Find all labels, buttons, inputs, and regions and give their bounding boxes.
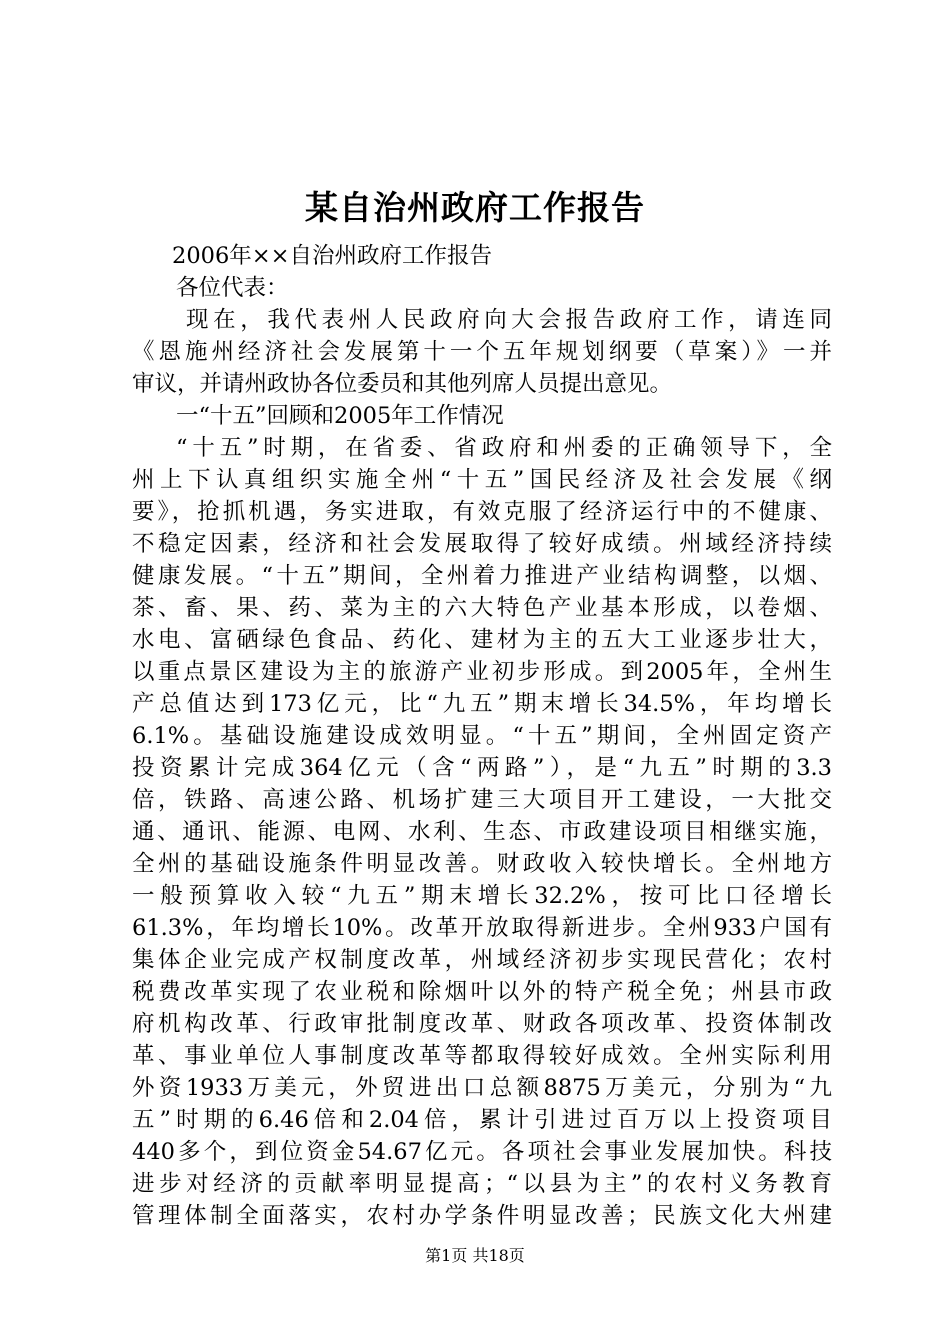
- paragraph-line: 以重点景区建设为主的旅游产业初步形成。到2005年，全州生: [132, 659, 832, 685]
- paragraph-line: 集体企业完成产权制度改革，州域经济初步实现民营化；农村: [132, 947, 832, 973]
- paragraph-line: 茶、畜、果、药、菜为主的六大特色产业基本形成，以卷烟、: [132, 595, 832, 621]
- paragraph-line: 产总值达到173亿元，比“九五”期末增长34.5%，年均增长: [132, 691, 832, 717]
- paragraph-line: 61.3%，年均增长10%。改革开放取得新进步。全州933户国有: [132, 915, 832, 941]
- document-title: 某自治州政府工作报告: [305, 188, 645, 227]
- paragraph-line: 440多个，到位资金54.67亿元。各项社会事业发展加快。科技: [132, 1139, 832, 1165]
- paragraph-line: 通、通讯、能源、电网、水利、生态、市政建设项目相继实施，: [132, 819, 832, 845]
- paragraph-line: 倍，铁路、高速公路、机场扩建三大项目开工建设，一大批交: [132, 787, 832, 813]
- paragraph-line: 州上下认真组织实施全州“十五”国民经济及社会发展《纲: [132, 467, 832, 493]
- paragraph-line: 五”时期的6.46倍和2.04倍，累计引进过百万以上投资项目: [132, 1107, 832, 1133]
- paragraph-line: 进步对经济的贡献率明显提高；“以县为主”的农村义务教育: [132, 1171, 832, 1197]
- paragraph-line: 审议，并请州政协各位委员和其他列席人员提出意见。: [132, 371, 673, 397]
- paragraph-line: 6.1%。基础设施建设成效明显。“十五”期间，全州固定资产: [132, 723, 832, 749]
- report-heading: 2006年××自治州政府工作报告: [172, 243, 492, 269]
- paragraph-line: 一般预算收入较“九五”期末增长32.2%，按可比口径增长: [132, 883, 832, 909]
- paragraph-line: “十五”时期，在省委、省政府和州委的正确领导下，全: [176, 435, 832, 461]
- paragraph-line: 现在，我代表州人民政府向大会报告政府工作，请连同: [186, 307, 832, 333]
- salutation: 各位代表：: [176, 275, 289, 301]
- paragraph-line: 管理体制全面落实，农村办学条件明显改善；民族文化大州建: [132, 1203, 832, 1229]
- paragraph-line: 要》，抢抓机遇，务实进取，有效克服了经济运行中的不健康、: [132, 499, 832, 525]
- paragraph-line: 税费改革实现了农业税和除烟叶以外的特产税全免；州县市政: [132, 979, 832, 1005]
- paragraph-line: 水电、富硒绿色食品、药化、建材为主的五大工业逐步壮大，: [132, 627, 832, 653]
- paragraph-line: 《恩施州经济社会发展第十一个五年规划纲要（草案）》一并: [132, 339, 832, 365]
- paragraph-line: 不稳定因素，经济和社会发展取得了较好成绩。州域经济持续: [132, 531, 832, 557]
- page-number-footer: 第1页 共18页: [425, 1246, 525, 1265]
- paragraph-line: 健康发展。“十五”期间，全州着力推进产业结构调整，以烟、: [132, 563, 832, 589]
- section-heading: 一“十五”回顾和2005年工作情况: [176, 403, 504, 429]
- paragraph-line: 革、事业单位人事制度改革等都取得较好成效。全州实际利用: [132, 1043, 832, 1069]
- paragraph-line: 全州的基础设施条件明显改善。财政收入较快增长。全州地方: [132, 851, 832, 877]
- paragraph-line: 投资累计完成364亿元（含“两路”），是“九五”时期的3.3: [132, 755, 832, 781]
- paragraph-line: 外资1933万美元，外贸进出口总额8875万美元，分别为“九: [132, 1075, 832, 1101]
- paragraph-line: 府机构改革、行政审批制度改革、财政各项改革、投资体制改: [132, 1011, 832, 1037]
